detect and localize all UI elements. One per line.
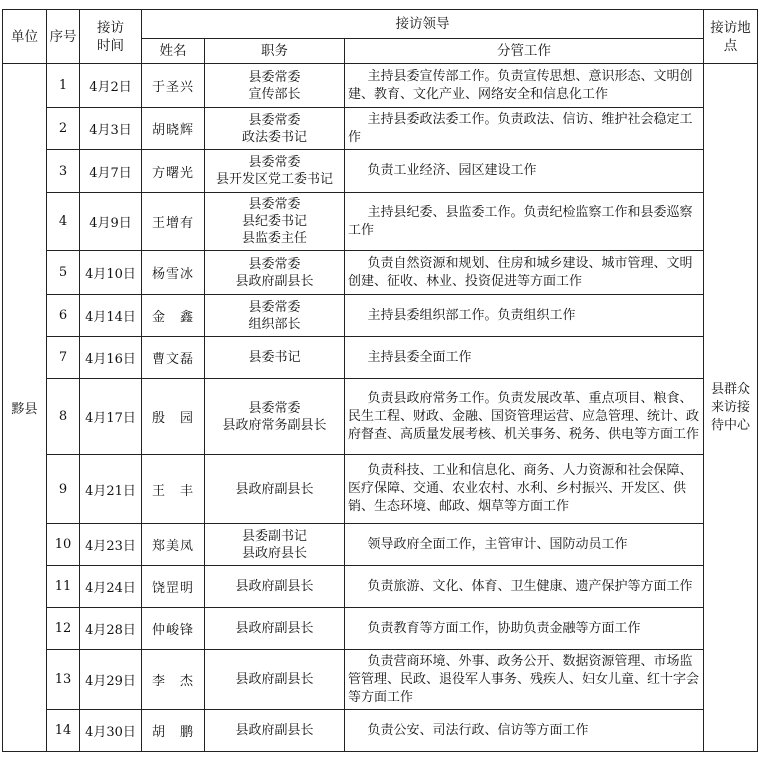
position-line: 县政府副县长 xyxy=(235,723,314,738)
position-line: 政法委书记 xyxy=(241,129,307,145)
duty-text: 负责旅游、文化、体育、卫生健康、遗产保护等方面工作 xyxy=(367,578,693,594)
position-line: 县委常委 xyxy=(248,299,301,315)
table-row xyxy=(3,64,758,108)
position-line: 县政府副县长 xyxy=(235,481,314,497)
leader-position xyxy=(205,337,345,379)
leader-name: 郑美凤 xyxy=(142,524,205,566)
duty-text: 负责县政府常务工作。负责发展改革、重点项目、粮食、民生工程、财政、金融、国资管理运营、应急管理、统计、政府督查、高质量发展考核、机关事务、税务、供电等方面工作 xyxy=(348,390,700,442)
duty-text: 负责公安、司法行政、信访等方面工作 xyxy=(367,722,589,738)
position-line: 县委常委 xyxy=(248,256,301,272)
duty-text: 负责科技、工业和信息化、商务、人力资源和社会保障、医疗保障、交通、农业农村、水利、乡村振兴、开发区、供销、生态环境、邮政、烟草等方面工作 xyxy=(348,463,693,514)
leader-position xyxy=(205,650,345,710)
location-cell: 县群众来访接待中心 xyxy=(704,64,758,752)
position-line: 县委副书记 xyxy=(241,528,307,544)
position-line: 县政府副县长 xyxy=(235,273,314,289)
duty-text: 主持县纪委、县监委工作。负责纪检监察工作和县委巡察工作 xyxy=(348,204,693,238)
row-number: 8 xyxy=(47,379,80,455)
duty-text: 负责教育等方面工作，协助负责金融等方面工作 xyxy=(367,620,641,636)
leader-name: 胡 鹏 xyxy=(142,710,205,752)
row-number: 9 xyxy=(47,455,80,524)
visit-date: 4月23日 xyxy=(80,524,142,566)
position-line: 县委书记 xyxy=(248,350,301,365)
visit-date: 4月24日 xyxy=(80,566,142,608)
duty-text: 主持县委政法委工作。负责政法、信访、维护社会稳定工作 xyxy=(348,111,693,145)
visit-date: 4月29日 xyxy=(80,650,142,710)
duty-description xyxy=(345,524,704,566)
position-line: 县纪委书记 xyxy=(241,214,307,229)
duty-description xyxy=(345,295,704,337)
row-number: 3 xyxy=(47,150,80,193)
table-row xyxy=(3,337,758,379)
duty-description xyxy=(345,650,704,710)
table-row xyxy=(3,710,758,752)
visit-date: 4月14日 xyxy=(80,295,142,337)
leader-name: 杨雪冰 xyxy=(142,251,205,295)
row-number: 2 xyxy=(47,108,80,150)
leader-name: 饶罡明 xyxy=(142,566,205,608)
visit-date: 4月16日 xyxy=(80,337,142,379)
leader-position xyxy=(205,251,345,295)
leader-name: 王增有 xyxy=(142,193,205,251)
table-row xyxy=(3,650,758,710)
duty-description xyxy=(345,150,704,193)
header-no: 序号 xyxy=(47,10,80,64)
schedule-table xyxy=(2,9,758,752)
duty-text: 主持县委全面工作 xyxy=(367,349,472,365)
leader-position xyxy=(205,193,345,251)
row-number: 5 xyxy=(47,251,80,295)
table-row xyxy=(3,379,758,455)
position-line: 县委常委 xyxy=(248,69,301,85)
table-row xyxy=(3,251,758,295)
visit-date: 4月28日 xyxy=(80,608,142,650)
leader-position xyxy=(205,710,345,752)
table-row xyxy=(3,150,758,193)
visit-date: 4月7日 xyxy=(80,150,142,193)
table-body xyxy=(3,64,758,752)
leader-name: 方曙光 xyxy=(142,150,205,193)
table-row xyxy=(3,608,758,650)
row-number: 14 xyxy=(47,710,80,752)
visit-date: 4月3日 xyxy=(80,108,142,150)
leader-name: 仲峻锋 xyxy=(142,608,205,650)
duty-description xyxy=(345,108,704,150)
position-line: 县委常委 xyxy=(248,197,301,212)
table-row xyxy=(3,295,758,337)
leader-position xyxy=(205,566,345,608)
position-line: 县政府常务副县长 xyxy=(222,417,327,433)
duty-description xyxy=(345,455,704,524)
row-number: 4 xyxy=(47,193,80,251)
row-number: 7 xyxy=(47,337,80,379)
duty-description xyxy=(345,379,704,455)
position-line: 县委常委 xyxy=(248,155,301,170)
leader-name: 殷 园 xyxy=(142,379,205,455)
duty-text: 负责工业经济、园区建设工作 xyxy=(367,163,537,178)
leader-position xyxy=(205,108,345,150)
leader-position xyxy=(205,608,345,650)
position-line: 县政府副县长 xyxy=(235,621,314,636)
header-leader: 接访领导 xyxy=(142,10,704,39)
duty-text: 主持县委组织部工作。负责组织工作 xyxy=(367,307,576,323)
visit-date: 4月10日 xyxy=(80,251,142,295)
leader-name: 于圣兴 xyxy=(142,64,205,108)
position-line: 县委常委 xyxy=(248,400,301,416)
duty-text: 主持县委宣传部工作。负责宣传思想、意识形态、文明创建、教育、文化产业、网络安全和信息化工作 xyxy=(348,68,693,102)
table-row xyxy=(3,193,758,251)
table-row xyxy=(3,524,758,566)
duty-description xyxy=(345,64,704,108)
duty-text: 领导政府全面工作，主管审计、国防动员工作 xyxy=(367,536,628,552)
leader-name: 曹文磊 xyxy=(142,337,205,379)
position-line: 县政府副县长 xyxy=(235,579,314,594)
position-line: 宣传部长 xyxy=(248,86,301,102)
position-line: 县政府县长 xyxy=(241,545,307,561)
position-line: 县委常委 xyxy=(248,112,301,128)
duty-description xyxy=(345,566,704,608)
row-number: 10 xyxy=(47,524,80,566)
leader-position xyxy=(205,455,345,524)
row-number: 11 xyxy=(47,566,80,608)
row-number: 1 xyxy=(47,64,80,108)
table-row xyxy=(3,455,758,524)
header-unit: 单位 xyxy=(3,10,47,64)
position-line: 组织部长 xyxy=(248,316,301,332)
leader-position xyxy=(205,295,345,337)
leader-name: 胡晓辉 xyxy=(142,108,205,150)
position-line: 县开发区党工委书记 xyxy=(215,172,333,187)
leader-name: 李 杰 xyxy=(142,650,205,710)
visit-date: 4月17日 xyxy=(80,379,142,455)
position-line: 县监委主任 xyxy=(241,231,307,246)
header-time: 接访时间 xyxy=(80,10,142,64)
leader-position xyxy=(205,524,345,566)
header-duty: 分管工作 xyxy=(345,39,704,64)
header-position: 职务 xyxy=(205,39,345,64)
leader-position xyxy=(205,379,345,455)
duty-description xyxy=(345,608,704,650)
table-row xyxy=(3,566,758,608)
row-number: 12 xyxy=(47,608,80,650)
row-number: 6 xyxy=(47,295,80,337)
visit-date: 4月21日 xyxy=(80,455,142,524)
duty-description xyxy=(345,337,704,379)
leader-position xyxy=(205,150,345,193)
duty-text: 负责营商环境、外事、政务公开、数据资源管理、市场监管管理、民政、退役军人事务、残疾人、妇女儿童、红十字会等方面工作 xyxy=(348,653,700,705)
duty-description xyxy=(345,710,704,752)
duty-description xyxy=(345,193,704,251)
header-location: 接访地点 xyxy=(704,10,758,64)
visit-date: 4月9日 xyxy=(80,193,142,251)
header-name: 姓名 xyxy=(142,39,205,64)
visit-date: 4月2日 xyxy=(80,64,142,108)
row-number: 13 xyxy=(47,650,80,710)
leader-name: 金 鑫 xyxy=(142,295,205,337)
duty-text: 负责自然资源和规划、住房和城乡建设、城市管理、文明创建、征收、林业、投资促进等方面工作 xyxy=(348,255,693,289)
position-line: 县政府副县长 xyxy=(235,672,314,687)
leader-position xyxy=(205,64,345,108)
unit-cell: 黟县 xyxy=(3,64,47,752)
table-row xyxy=(3,108,758,150)
visit-date: 4月30日 xyxy=(80,710,142,752)
leader-name: 王 丰 xyxy=(142,455,205,524)
duty-description xyxy=(345,251,704,295)
